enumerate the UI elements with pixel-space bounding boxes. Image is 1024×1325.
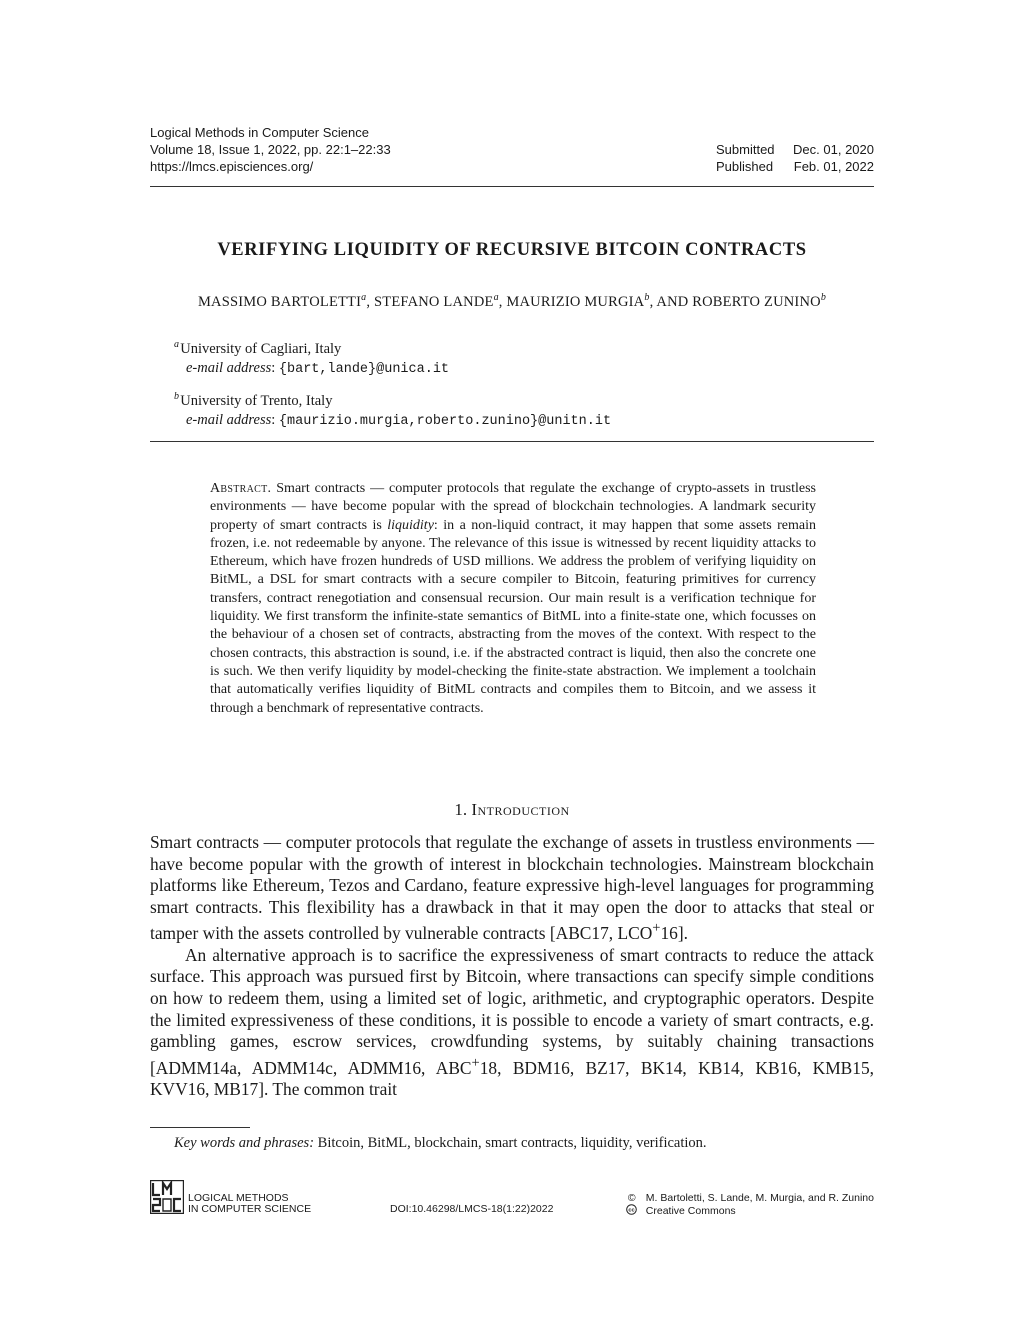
journal-name: Logical Methods in Computer Science [150, 125, 369, 140]
svg-text:cc: cc [628, 1207, 635, 1214]
doi[interactable]: DOI:10.46298/LMCS-18(1:22)2022 [390, 1203, 554, 1215]
affiliation-mark: b [644, 292, 650, 303]
logo-line: LOGICAL METHODS [188, 1192, 289, 1204]
published-label: Published [716, 159, 774, 174]
author-separator: , [498, 293, 507, 310]
affiliation: $^b$ University of Trento, Italy e-mail address: {maurizio.murgia,roberto.zunino}@unitn.it [174, 391, 612, 429]
license-text[interactable]: Creative Commons [645, 1205, 736, 1217]
copyright-notice [626, 1192, 874, 1218]
affiliation-mark: a [493, 292, 499, 303]
abstract-label: Abstract. [210, 481, 272, 496]
abstract-text: Smart contracts — computer protocols that regulate the exchange of crypto-assets in trustless environments — have become popular with the spread of blockchain technologies. A landmark security property of smart contracts is [210, 481, 816, 533]
paragraph [150, 945, 874, 1101]
keywords-label: Key words and phrases: [174, 1135, 315, 1151]
affiliation-mark: b [174, 391, 179, 402]
logo-line: IN COMPUTER SCIENCE [188, 1203, 312, 1215]
author-list [150, 292, 874, 311]
journal-url[interactable]: https://lmcs.episciences.org/ [150, 159, 314, 174]
abstract-emphasis: liquidity [387, 517, 434, 533]
author-name: STEFANO LANDE [374, 293, 494, 310]
introduction-body [150, 832, 874, 1101]
keywords-text: Bitcoin, BitML, blockchain, smart contracts, liquidity, verification. [317, 1135, 707, 1151]
affiliation-institution: University of Trento, Italy [180, 392, 333, 409]
lmcs-logo-icon [150, 1180, 184, 1219]
author-name: MASSIMO BARTOLETTI [197, 293, 362, 310]
journal-volume: Volume 18, Issue 1, 2022, pp. 22:1–22:33 [150, 142, 391, 157]
creative-commons-icon [626, 1204, 638, 1218]
paragraph-text: 18, BDM16, BZ17, BK14, KB14, KB16, KMB15, KVV16, MB17]. The common trait [150, 1057, 875, 1100]
author-separator: , [366, 293, 375, 310]
affiliation-mark: a [361, 292, 367, 303]
published-date: Feb. 01, 2022 [793, 159, 874, 174]
lmcs-logo-text [188, 1193, 311, 1215]
paper-title: VERIFYING LIQUIDITY OF RECURSIVE BITCOIN CONTRACTS [217, 240, 807, 260]
superscript: + [652, 920, 661, 937]
section-number: 1. [454, 800, 468, 819]
superscript: + [471, 1054, 480, 1071]
affiliation-institution: University of Cagliari, Italy [180, 340, 342, 357]
affiliation-mark: b [820, 292, 827, 303]
abstract-text: : in a non-liquid contract, it may happen that some assets remain frozen, i.e. not redeemable by anyone. The relevance of this issue is witnessed by recent liquidity attacks to Ethereum, which have frozen hundreds of USD millions. We address the problem of verifying liquidity on BitML, a DSL for smart contracts with a secure compiler to Bitcoin, featuring primitives for currency transfers, contract renegotiation and consensual recursion. Our main result is a verification technique for liquidity. We first transform the infinite-state semantics of BitML into a finite-state one, which focusses on the behaviour of a chosen set of contracts, abstracting from the moves of the context. With respect to the chosen contracts, this abstraction is sound, i.e. if the abstracted contract is liquid, then also the concrete one is such. We then verify liquidity by model-checking the finite-state abstraction. We implement a toolchain that automatically verifies liquidity of BitML contracts and compiles them to Bitcoin, and we assess it through a benchmark of representative contracts. [210, 517, 817, 716]
affiliation-rule [150, 441, 874, 442]
affiliation-mark: a [174, 339, 179, 350]
email-address[interactable]: {maurizio.murgia,roberto.zunino}@unitn.it [278, 413, 612, 429]
author-name: MAURIZIO MURGIA [506, 293, 645, 310]
publication-dates [716, 141, 874, 175]
paragraph-text: 16]. [660, 923, 688, 944]
abstract [210, 480, 816, 718]
email-label: e-mail address [186, 359, 272, 376]
header-rule [150, 186, 874, 187]
journal-header [150, 124, 874, 175]
submitted-date: Dec. 01, 2020 [793, 142, 874, 157]
paragraph-text: An alternative approach is to sacrifice the expressiveness of smart contracts to reduce the attack surface. This approach was pursued first by Bitcoin, where transactions can specify simple conditions on how to redeem them, using a limited set of logic, arithmetic, and cryptographic operators. Despite the limited expressiveness of these conditions, it is possible to encode a variety of smart contracts, e.g. gambling games, escrow services, crowdfunding systems, by suitably chaining transactions [ADMM14a, ADMM14c, ADMM16, ABC [150, 944, 874, 1078]
author-name: ROBERTO ZUNINO [692, 293, 821, 310]
email-address[interactable]: {bart,lande}@unica.it [278, 361, 450, 377]
footnote-rule [150, 1127, 250, 1128]
author-separator: , AND [649, 293, 693, 310]
section-title: Introduction [471, 800, 570, 819]
affiliation: $^a$ University of Cagliari, Italy e-mail address: {bart,lande}@unica.it [174, 339, 450, 377]
copyright-holders: M. Bartoletti, S. Lande, M. Murgia, and R. Zunino [645, 1192, 874, 1204]
submitted-label: Submitted [716, 142, 775, 157]
email-label: e-mail address [186, 411, 272, 428]
copyright-icon: © [627, 1192, 636, 1204]
paragraph [150, 832, 874, 945]
section-heading [150, 800, 874, 820]
paragraph-text: Smart contracts — computer protocols that regulate the exchange of assets in trustless environments — have become popular with the growth of interest in blockchain technologies. Mainstream blockchain platforms like Ethereum, Tezos and Cardano, feature expressive high-level languages for programming smart contracts. This flexibility has a drawback in that it may open the door to attacks that steal or tamper with the assets controlled by vulnerable contracts [ABC17, LCO [150, 832, 874, 944]
keywords-footnote [174, 1135, 874, 1152]
